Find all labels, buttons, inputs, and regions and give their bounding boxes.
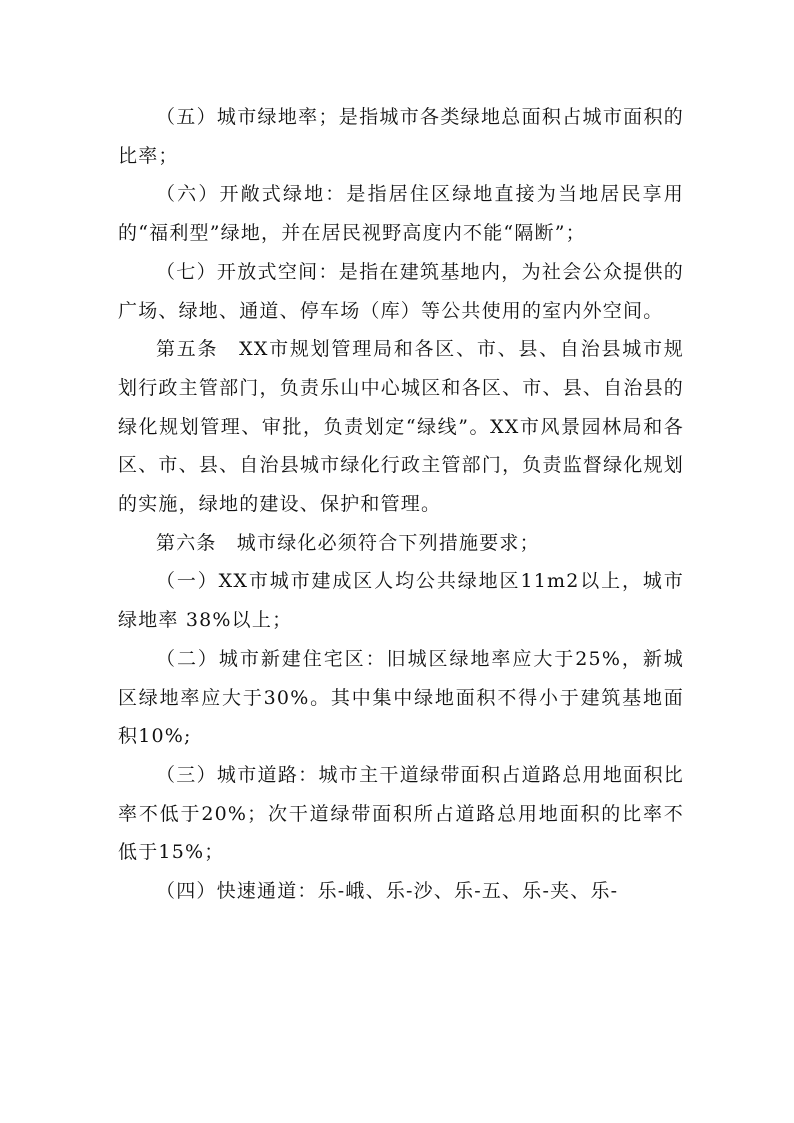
paragraph-item-7-definition: （七）开放式空间：是指在建筑基地内，为社会公众提供的广场、绿地、通道、停车场（库）等公共使用的室内外空间。 <box>118 260 684 322</box>
paragraph-requirement-4: （四）快速通道：乐-峨、乐-沙、乐-五、乐-夹、乐- <box>156 880 619 903</box>
paragraph-article-6: 第六条 城市绿化必须符合下列措施要求； <box>156 531 540 554</box>
paragraph-requirement-2: （二）城市新建住宅区：旧城区绿地率应大于25%，新城区绿地率应大于30%。其中集中绿地面积不得小于建筑基地面积10%; <box>118 647 684 748</box>
document-body <box>118 98 684 911</box>
paragraph-requirement-1: （一）XX市城市建成区人均公共绿地区11m2以上，城市绿地率 38%以上； <box>118 570 684 632</box>
paragraph-item-5-definition: （五）城市绿地率；是指城市各类绿地总面积占城市面积的比率； <box>118 106 684 167</box>
paragraph-article-5: 第五条 XX市规划管理局和各区、市、县、自治县城市规划行政主管部门，负责乐山中心城区和各区、市、县、自治县的绿化规划管理、审批，负责划定“绿线”。XX市风景园林局和各区、市、县、自治县城市绿化行政主管部门，负责监督绿化规划的实施，绿地的建设、保护和管理。 <box>118 338 684 516</box>
paragraph-requirement-3: （三）城市道路：城市主干道绿带面积占道路总用地面积比率不低于20%；次干道绿带面积所占道路总用地面积的比率不低于15%； <box>118 763 684 864</box>
paragraph-item-6-definition: （六）开敞式绿地：是指居住区绿地直接为当地居民享用的“福利型”绿地，并在居民视野高度内不能“隔断”； <box>118 183 684 245</box>
